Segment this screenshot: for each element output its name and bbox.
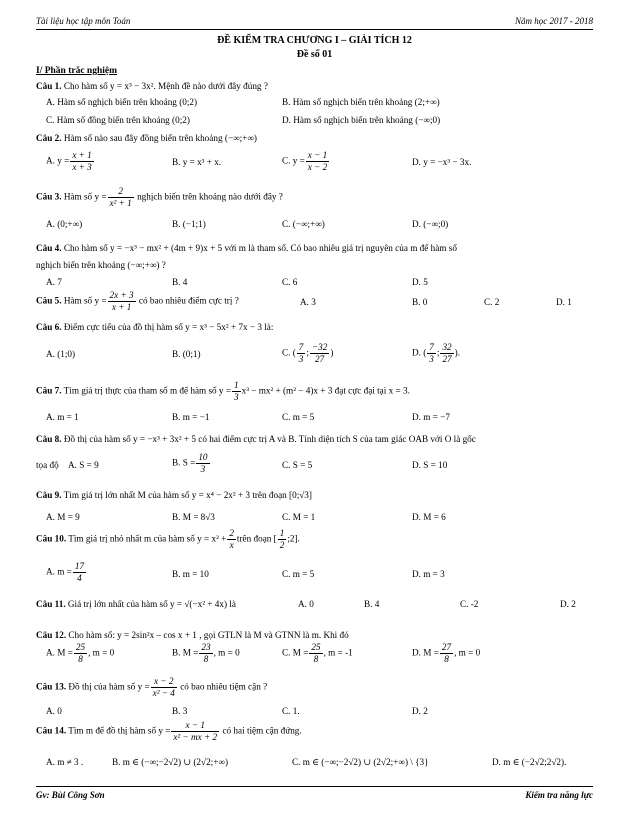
question-4-cont: nghịch biến trên khoảng (−∞;+∞) ?	[36, 260, 166, 270]
q2-option-b: B. y = x³ + x.	[172, 157, 222, 167]
page-footer	[36, 790, 593, 800]
q12-option-b: B. M = $\frac{23}{8}$ , m = 0	[172, 642, 240, 664]
q7-option-d: D. m = −7	[412, 412, 450, 422]
q7-option-a: A. m = 1	[46, 412, 79, 422]
q9-option-a: A. M = 9	[46, 512, 80, 522]
q14-option-b: B. m ∈ (−∞;−2√2) ∪ (2√2;+∞)	[112, 757, 229, 767]
q5-option-c: C. 2	[484, 297, 500, 307]
q5-option-d: D. 1	[556, 297, 572, 307]
q1-option-a: A. Hàm số nghịch biến trên khoảng (0;2)	[46, 97, 198, 107]
question-14: Câu 14. Tìm m để đồ thị hàm số y = $\frac{x - 1}{\text{x² − mx + 2}}$ có hai tiệm cận đứng.	[36, 720, 302, 742]
q5-option-b: B. 0	[412, 297, 428, 307]
question-6: Câu 6. Điểm cực tiểu của đồ thị hàm số y = x³ − 5x² + 7x − 3 là:	[36, 322, 274, 332]
q7-option-c: C. m = 5	[282, 412, 315, 422]
q3-option-d: D. (−∞;0)	[412, 219, 449, 229]
q5-option-a: A. 3	[300, 297, 316, 307]
q2-option-a: A. y = $\frac{x + 1}{x + 3}$	[46, 150, 92, 172]
q4-option-a: A. 7	[46, 277, 62, 287]
q1-option-b: B. Hàm số nghịch biến trên khoảng (2;+∞)	[282, 97, 440, 107]
q6-option-b: B. (0;1)	[172, 349, 201, 359]
q13-option-d: D. 2	[412, 706, 428, 716]
q14-option-c: C. m ∈ (−∞;−2√2) ∪ (2√2;+∞) \ {3}	[292, 757, 429, 767]
question-3: Câu 3. Hàm số y = $\frac{2}{\text{x² + 1}}$ nghịch biến trên khoảng nào dưới đây ?	[36, 186, 283, 208]
question-5: Câu 5. Hàm số y = $\frac{2x + 3}{x + 1}$ có bao nhiêu điểm cực trị ?	[36, 290, 239, 312]
question-11: Câu 11. Giá trị lớn nhất của hàm số y = √(−x² + 4x) là	[36, 599, 236, 609]
q12-option-a: A. M = $\frac{25}{8}$ , m = 0	[46, 642, 115, 664]
q3-option-c: C. (−∞;+∞)	[282, 219, 325, 229]
q7-option-b: B. m = −1	[172, 412, 210, 422]
q13-option-a: A. 0	[46, 706, 62, 716]
q1-option-c: C. Hàm số đồng biến trên khoảng (0;2)	[46, 115, 190, 125]
exam-subtitle: Đề số 01	[296, 49, 333, 60]
question-10: Câu 10. Tìm giá trị nhỏ nhất m của hàm số y = x² + $\frac{2}{x}$ trên đoạn [ $\frac{1}{2}$ ;2].	[36, 528, 300, 550]
footer-rule	[36, 786, 593, 787]
header-left: Tài liệu học tập môn Toán	[36, 16, 131, 26]
question-4: Câu 4. Cho hàm số y = −x³ − mx² + (4m + 9)x + 5 với m là tham số. Có bao nhiêu giá trị nguyên của m để hàm số	[36, 243, 457, 253]
q8-option-d: D. S = 10	[412, 460, 448, 470]
section-heading: I/ Phần trắc nghiệm	[36, 66, 118, 76]
header-right: Năm học 2017 - 2018	[515, 16, 593, 26]
header-rule	[36, 29, 593, 30]
question-1: Câu 1. Cho hàm số y = x³ − 3x². Mệnh đề nào dưới đây đúng ?	[36, 81, 268, 91]
q4-option-c: C. 6	[282, 277, 298, 287]
q12-option-d: D. M = $\frac{27}{8}$ , m = 0	[412, 642, 481, 664]
question-8: Câu 8. Đồ thị của hàm số y = −x³ + 3x² + 5 có hai điểm cực trị A và B. Tính diện tích S của tam giác OAB với O là gốc	[36, 434, 476, 444]
q9-option-b: B. M = 8√3	[172, 512, 215, 522]
q11-option-d: D. 2	[560, 599, 576, 609]
q1-option-d: D. Hàm số nghịch biến trên khoảng (−∞;0)	[282, 115, 441, 125]
q10-option-a: A. m = $\frac{17}{4}$	[46, 561, 85, 583]
q12-option-c: C. M = $\frac{25}{8}$ , m = -1	[282, 642, 353, 664]
q4-option-b: B. 4	[172, 277, 188, 287]
q11-option-b: B. 4	[364, 599, 380, 609]
q13-option-c: C. 1.	[282, 706, 300, 716]
q8-option-a: A. S = 9	[68, 460, 99, 470]
q4-option-d: D. 5	[412, 277, 428, 287]
q8-option-b: B. S = $\frac{10}{3}$	[172, 452, 208, 474]
q6-option-c: C. ( $\frac{7}{3}$ ; $\frac{-32}{27}$ )	[282, 342, 334, 364]
q10-option-c: C. m = 5	[282, 569, 315, 579]
q6-option-d: D. ( $\frac{7}{3}$ ; $\frac{32}{27}$ ).	[412, 342, 460, 364]
q6-option-a: A. (1;0)	[46, 349, 76, 359]
footer-right: Kiểm tra năng lực	[525, 790, 593, 800]
q14-option-d: D. m ∈ (−2√2;2√2).	[492, 757, 567, 767]
q11-option-c: C. -2	[460, 599, 479, 609]
exam-title: ĐỀ KIỂM TRA CHƯƠNG I – GIẢI TÍCH 12	[217, 35, 412, 46]
question-12: Câu 12. Cho hàm số: y = 2sin²x – cos x + 1 , gọi GTLN là M và GTNN là m. Khi đó	[36, 630, 349, 640]
q3-option-b: B. (−1;1)	[172, 219, 206, 229]
question-7: Câu 7. Tìm giá trị thực của tham số m để hàm số y = $\frac{1}{3}$ x³ − mx² + (m² − 4)x + 3 đạt cực đại tại x = 3.	[36, 380, 410, 402]
page-header	[36, 16, 593, 26]
q10-option-d: D. m = 3	[412, 569, 445, 579]
question-9: Câu 9. Tìm giá trị lớn nhất M của hàm số y = x⁴ − 2x² + 3 trên đoạn [0;√3]	[36, 490, 312, 500]
q11-option-a: A. 0	[298, 599, 314, 609]
question-8-cont: tọa độ	[36, 460, 59, 470]
q8-option-c: C. S = 5	[282, 460, 313, 470]
q13-option-b: B. 3	[172, 706, 188, 716]
q2-option-d: D. y = −x³ − 3x.	[412, 157, 472, 167]
q2-option-c: C. y = $\frac{x - 1}{x - 2}$	[282, 150, 328, 172]
q9-option-d: D. M = 6	[412, 512, 446, 522]
q3-option-a: A. (0;+∞)	[46, 219, 83, 229]
footer-left: Gv: Bùi Công Sơn	[36, 790, 105, 800]
q14-option-a: A. m ≠ 3 .	[46, 757, 84, 767]
q10-option-b: B. m = 10	[172, 569, 209, 579]
question-2: Câu 2. Hàm số nào sau đây đồng biến trên khoảng (−∞;+∞)	[36, 133, 257, 143]
q9-option-c: C. M = 1	[282, 512, 316, 522]
question-13: Câu 13. Đồ thị của hàm số y = $\frac{x - 2}{\text{x² − 4}}$ có bao nhiêu tiệm cận ?	[36, 676, 268, 698]
